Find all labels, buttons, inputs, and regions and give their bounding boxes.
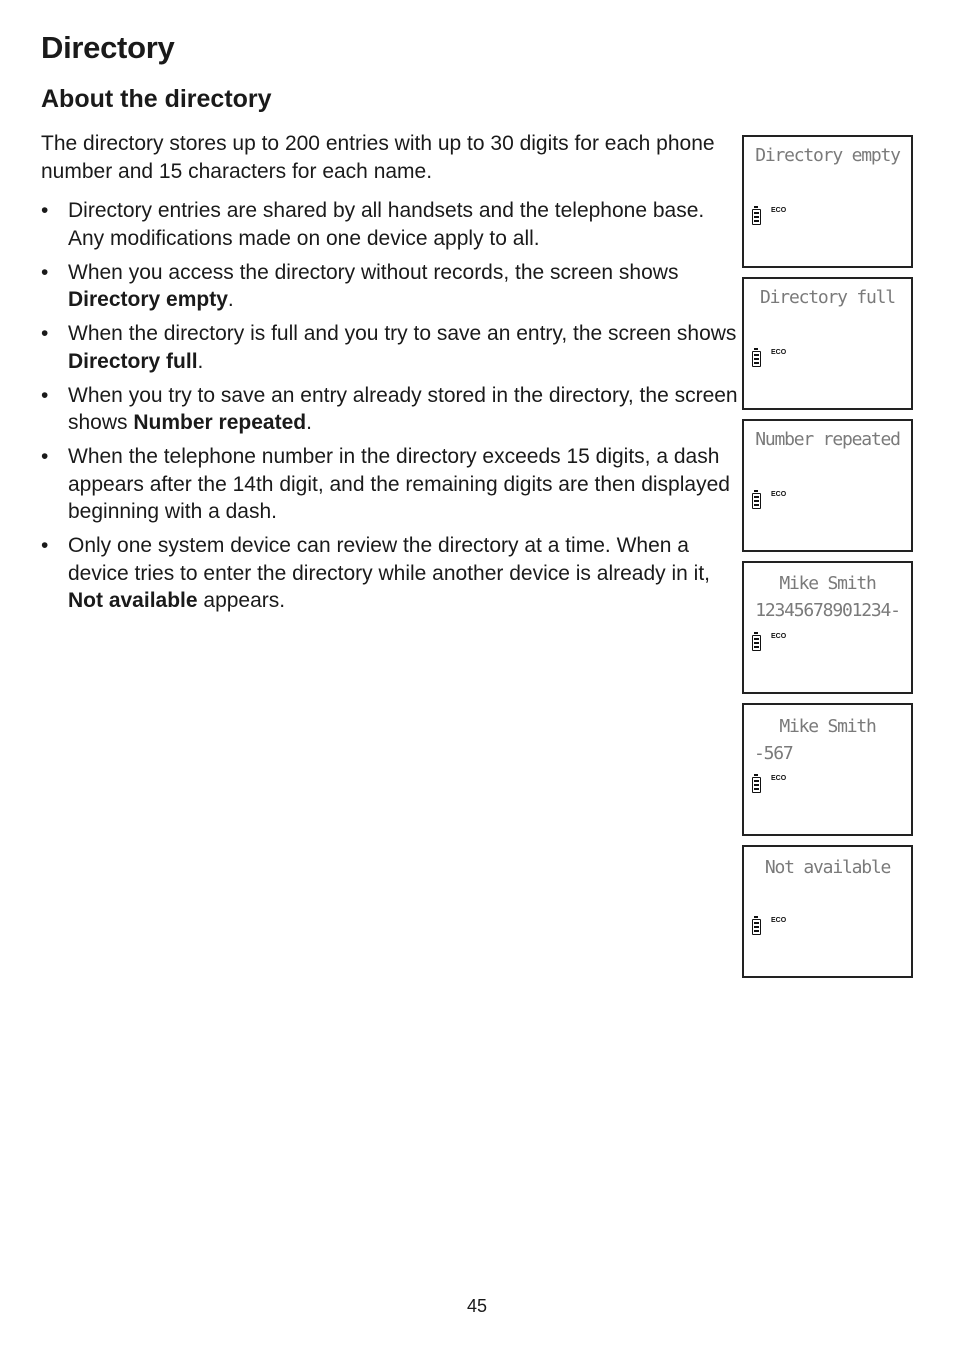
bullet-item — [41, 197, 741, 252]
lcd-screen-number-continuation — [742, 703, 913, 836]
bullet-text: Directory entries are shared by all handsets and the telephone base. Any modifications made on one device apply to all. — [68, 199, 705, 250]
bullet-dot: • — [41, 445, 49, 468]
bullet-bold: Directory full — [68, 349, 198, 373]
lcd-line-1: Not available — [764, 857, 891, 878]
bullet-dot: • — [41, 534, 49, 557]
section-title: About the directory — [41, 85, 272, 113]
lcd-screen-directory-empty — [742, 135, 913, 268]
bullet-text: Only one system device can review the directory at a time. When a device tries to enter the directory while another device is already in it, — [68, 534, 710, 585]
bullet-text: When the telephone number in the directory exceeds 15 digits, a dash appears after the 14th digit, and the remaining digits are then displayed beginning with a dash. — [68, 445, 730, 523]
bullet-bold: Directory empty — [68, 288, 228, 311]
bullet-item — [41, 320, 741, 375]
bullet-item — [41, 259, 741, 314]
lcd-screen-directory-full — [742, 277, 913, 410]
bullet-bold: Not available — [68, 589, 198, 612]
lcd-screen-not-available — [742, 845, 913, 978]
bullet-text: When you access the directory without records, the screen shows — [68, 260, 679, 284]
lcd-screen-number-repeated — [742, 419, 913, 552]
lcd-line-2: 12345678901234- — [755, 600, 900, 621]
lcd-line-1: Directory empty — [755, 145, 900, 166]
lcd-line-1: Directory full — [760, 287, 895, 308]
lcd-line-1: Mike Smith — [779, 573, 876, 594]
lcd-line-2: -567 — [754, 743, 793, 764]
bullet-text-end: . — [227, 288, 234, 311]
battery-icon — [752, 635, 761, 651]
page-number: 45 — [466, 1296, 488, 1316]
eco-indicator: ECO — [771, 917, 787, 924]
lcd-screen-long-number — [742, 561, 913, 694]
eco-indicator: ECO — [771, 775, 787, 782]
battery-icon — [752, 351, 761, 367]
battery-icon — [752, 493, 761, 509]
bullet-item — [41, 532, 741, 615]
bullet-dot: • — [41, 260, 49, 284]
eco-indicator: ECO — [771, 633, 787, 640]
eco-indicator: ECO — [771, 491, 787, 498]
bullet-text: When you try to save an entry already stored in the directory, the screen shows — [68, 383, 738, 434]
lcd-line-1: Number repeated — [755, 429, 900, 450]
bullet-list — [41, 197, 741, 621]
battery-icon — [752, 209, 761, 225]
bullet-item — [41, 382, 741, 437]
bullet-dot: • — [41, 383, 49, 407]
bullet-text: When the directory is full and you try to save an entry, the screen shows — [68, 322, 737, 345]
bullet-text-end: . — [306, 411, 312, 434]
battery-icon — [752, 777, 761, 793]
eco-indicator: ECO — [771, 349, 787, 356]
bullet-dot: • — [41, 199, 49, 222]
bullet-dot: • — [41, 322, 49, 345]
bullet-text-end: . — [197, 349, 204, 373]
bullet-item — [41, 443, 741, 526]
bullet-text-end: appears. — [197, 589, 286, 612]
battery-icon — [752, 919, 761, 935]
bullet-bold: Number repeated — [133, 411, 307, 434]
page-title: Directory — [41, 30, 175, 65]
lcd-line-1: Mike Smith — [779, 716, 876, 737]
eco-indicator: ECO — [771, 207, 787, 214]
intro-paragraph: The directory stores up to 200 entries with up to 30 digits for each phone number and 15 characters for each name. — [41, 132, 715, 183]
